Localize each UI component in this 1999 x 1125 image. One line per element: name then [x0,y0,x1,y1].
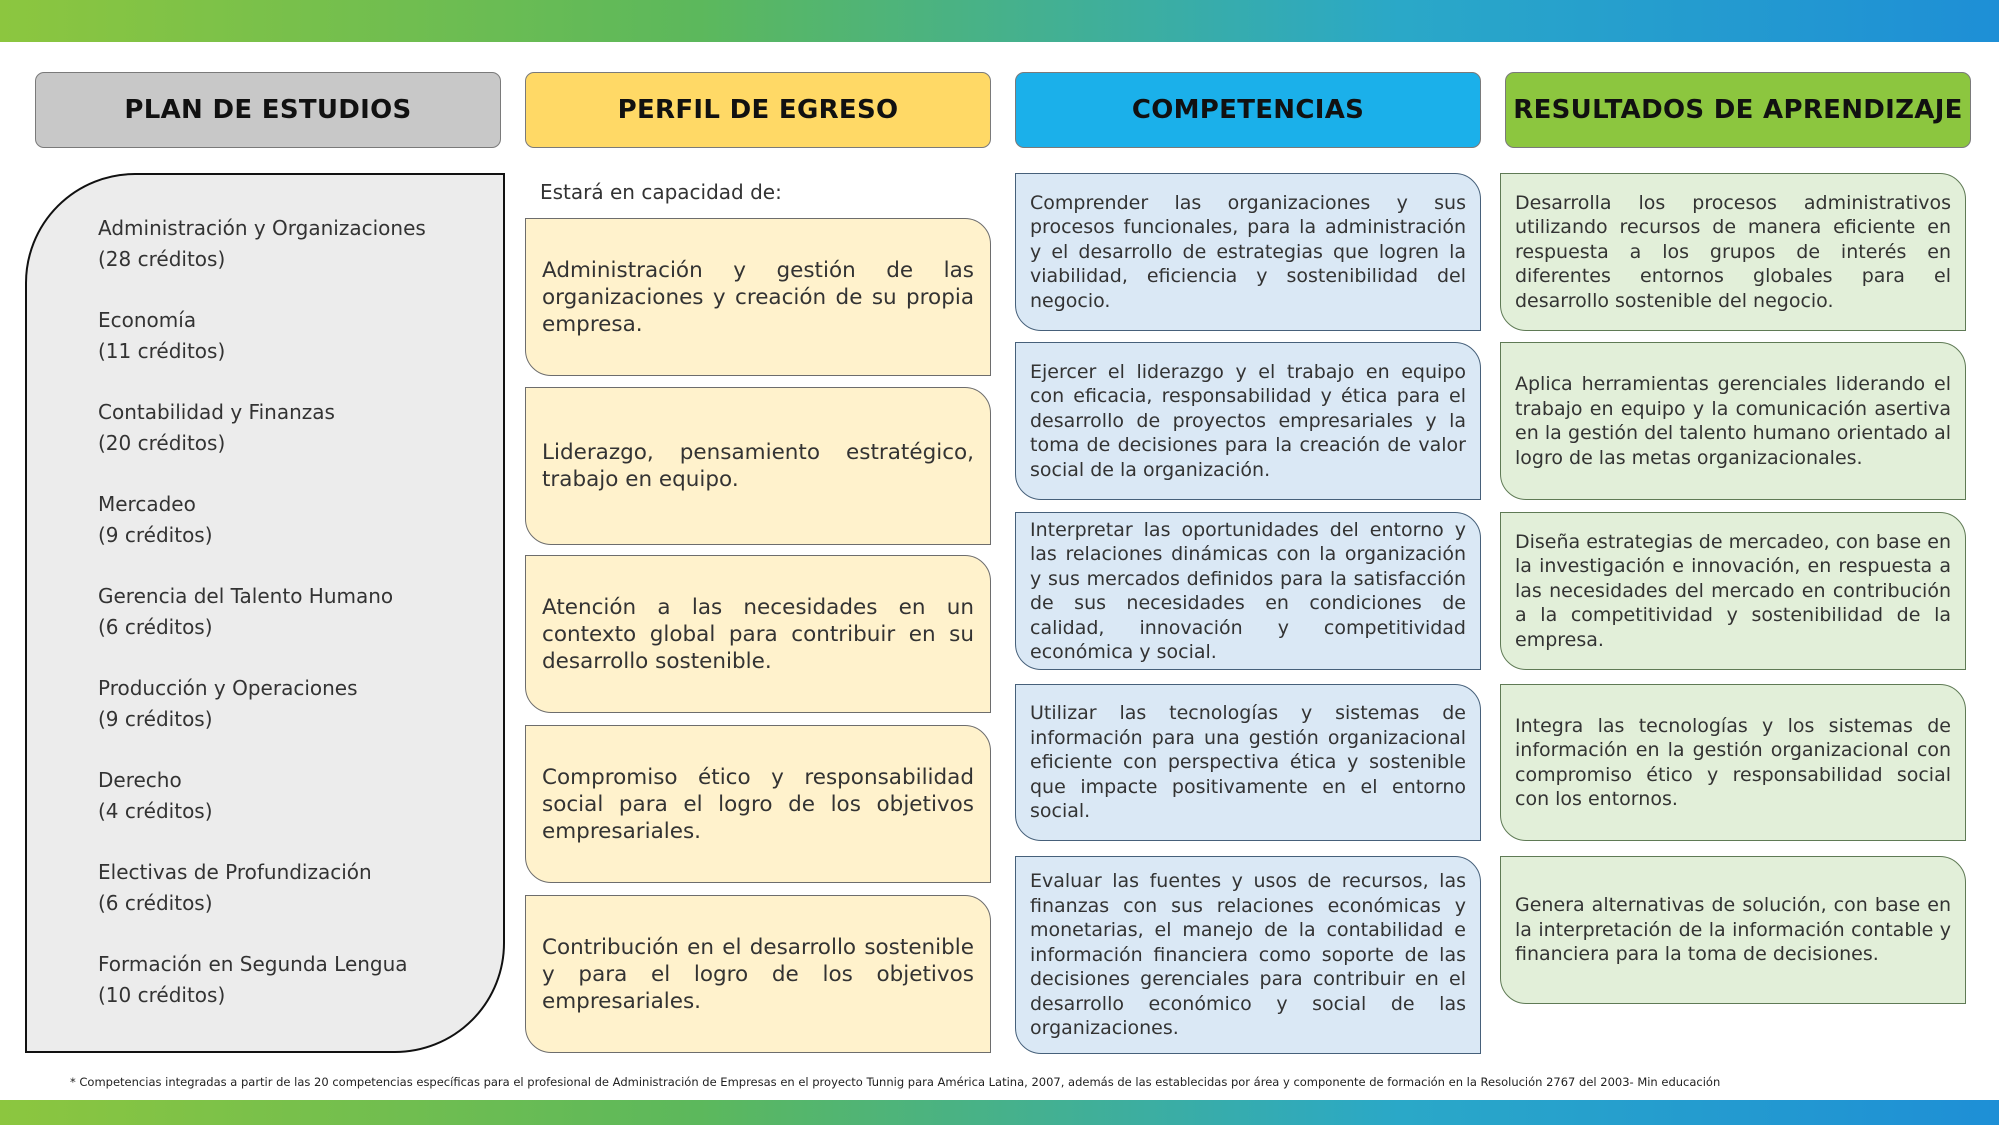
plan-item-name: Gerencia del Talento Humano [98,584,394,608]
perfil-card [525,387,991,545]
perfil-card-text: Contribución en el desarrollo sostenible y para el logro de los objetivos empresariales. [542,934,974,1014]
plan-item [98,489,213,551]
perfil-card-text: Liderazgo, pensamiento estratégico, trabajo en equipo. [542,440,974,492]
plan-item [98,213,426,275]
footnote: * Competencias integradas a partir de las 20 competencias específicas para el profesional de Administración de Empresas en el proyecto Tunnig para América Latina, 2007, además de las establecidas por área y componente de formación en la Resolución 2767 del 2003- Min educación [70,1075,1721,1089]
plan-item [98,397,335,459]
resultado-card-text: Genera alternativas de solución, con base en la interpretación de la información contable y financiera para la toma de decisiones. [1515,894,1951,966]
competencia-card [1015,173,1481,331]
resultado-card [1500,684,1966,841]
perfil-card [525,895,991,1053]
resultado-card-text: Aplica herramientas gerenciales liderando el trabajo en equipo y la comunicación asertiva en la gestión del talento humano orientado al logro de las metas organizacionales. [1515,373,1951,469]
plan-item [98,765,213,827]
resultado-card [1500,173,1966,331]
plan-item-name: Administración y Organizaciones [98,216,426,240]
resultado-card-text: Integra las tecnologías y los sistemas de información en la gestión organizacional con compromiso ético y responsabilidad social con los entornos. [1515,714,1951,810]
header-plan-de-estudios: PLAN DE ESTUDIOS [35,72,501,148]
top-gradient-band [0,0,1999,42]
resultado-card-text: Diseña estrategias de mercadeo, con base en la investigación e innovación, en respuesta a las necesidades del mercado en contribución a la competitividad y sostenibilidad de la empresa. [1515,530,1951,651]
header-resultados-de-aprendizaje: RESULTADOS DE APRENDIZAJE [1505,72,1971,148]
plan-item-credits: (6 créditos) [98,615,213,639]
plan-item-name: Contabilidad y Finanzas [98,400,335,424]
plan-item-credits: (10 créditos) [98,983,226,1007]
plan-item [98,949,408,1011]
header-competencias: COMPETENCIAS [1015,72,1481,148]
competencia-card [1015,856,1481,1054]
plan-item-credits: (28 créditos) [98,247,226,271]
plan-item [98,673,358,735]
competencia-card-text: Comprender las organizaciones y sus procesos funcionales, para la administración y el desarrollo de estrategias que logren la viabilidad, eficiencia y sostenibilidad del negocio. [1030,191,1466,312]
plan-item-name: Mercadeo [98,492,196,516]
perfil-card-text: Administración y gestión de las organizaciones y creación de su propia empresa. [542,257,974,337]
resultado-card [1500,856,1966,1004]
competencia-card [1015,342,1481,500]
competencia-card-text: Interpretar las oportunidades del entorno y las relaciones dinámicas con la organización y sus mercados definidos para la satisfacción de sus necesidades en condiciones de calidad, innovación y competitividad económica y social. [1030,518,1466,663]
plan-item-name: Electivas de Profundización [98,860,372,884]
competencia-card-text: Utilizar las tecnologías y sistemas de información para una gestión organizacional eficiente con perspectiva ética y sostenible que impacte positivamente en el entorno social. [1030,702,1466,823]
plan-item-credits: (20 créditos) [98,431,226,455]
perfil-intro-text: Estará en capacidad de: [540,180,782,204]
perfil-card-text: Compromiso ético y responsabilidad social para el logro de los objetivos empresariales. [542,764,974,844]
plan-item-name: Formación en Segunda Lengua [98,952,408,976]
resultado-card [1500,512,1966,670]
resultado-card-text: Desarrolla los procesos administrativos utilizando recursos de manera eficiente en respuesta a los grupos de interés en diferentes entornos globales para el desarrollo sostenible del negocio. [1515,191,1951,312]
competencia-card-text: Ejercer el liderazgo y el trabajo en equipo con eficacia, responsabilidad y ética para el desarrollo de proyectos empresariales y la toma de decisiones para la creación de valor social de la organización. [1030,360,1466,481]
perfil-card-text: Atención a las necesidades en un contexto global para contribuir en su desarrollo sostenible. [542,594,974,674]
perfil-card [525,555,991,713]
plan-item-name: Economía [98,308,197,332]
plan-item [98,581,393,643]
perfil-card [525,725,991,883]
competencia-card-text: Evaluar las fuentes y usos de recursos, las finanzas con sus relaciones económicas y monetarias, el manejo de la contabilidad e información financiera como soporte de las decisiones gerenciales para contribuir en el desarrollo económico y social de las organizaciones. [1030,870,1466,1040]
plan-item-credits: (9 créditos) [98,523,213,547]
plan-item-credits: (9 créditos) [98,707,213,731]
resultado-card [1500,342,1966,500]
plan-item [98,305,225,367]
plan-item-credits: (4 créditos) [98,799,213,823]
plan-item [98,857,372,919]
competencia-card [1015,512,1481,670]
plan-item-name: Derecho [98,768,182,792]
plan-item-name: Producción y Operaciones [98,676,358,700]
bottom-gradient-band [0,1100,1999,1125]
header-perfil-de-egreso: PERFIL DE EGRESO [525,72,991,148]
perfil-card [525,218,991,376]
plan-item-credits: (11 créditos) [98,339,226,363]
competencia-card [1015,684,1481,841]
plan-item-credits: (6 créditos) [98,891,213,915]
